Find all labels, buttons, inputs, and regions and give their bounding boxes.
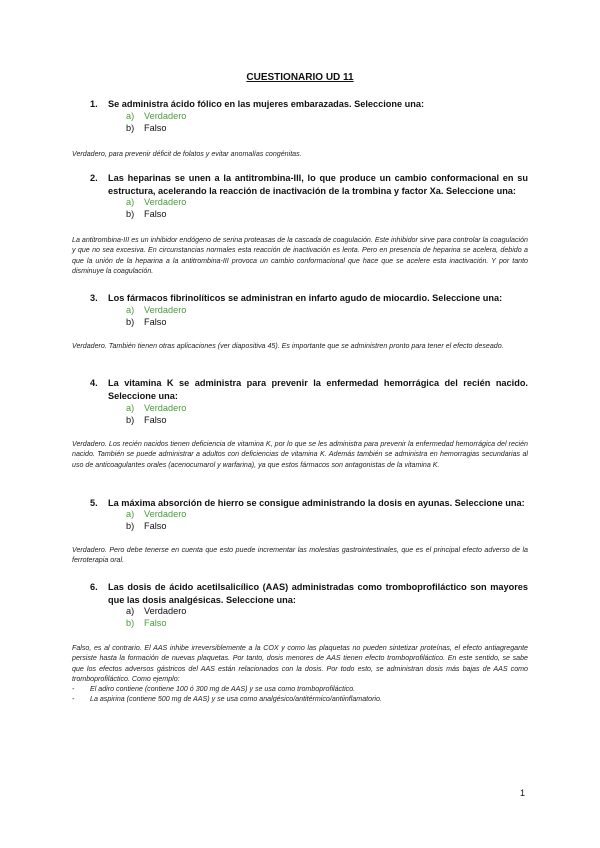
question-number: 4. xyxy=(90,378,98,388)
explanation-1: Verdadero, para prevenir déficit de folatos y evitar anomalías congénitas. xyxy=(72,150,302,158)
option-a: a) Verdadero xyxy=(126,403,187,413)
option-b: b) Falso xyxy=(126,520,167,531)
question-number: 2. xyxy=(90,173,98,183)
question-3 xyxy=(90,292,528,305)
page-number: 1 xyxy=(519,788,525,798)
explanation-2: La antitrombina-III es un inhibidor endógeno de serina proteasas de la cascada de coagulación. Este inhibidor sirve para controlar la coagulación y que no sea excesiva. En circunstancias normales esta reacción de inactivación es lenta. Pero en presencia de heparina se acelera, debido a que la unión de la heparina a la antitrombina-III provoca un cambio conformacional que hace que se acelere esta inactivación. Y por tanto disminuye la coagulación. xyxy=(72,236,528,275)
option-a: a) Verdadero xyxy=(126,606,187,616)
option-a: a) Verdadero xyxy=(126,509,187,519)
list-item: - El adiro contiene (contiene 100 ó 300 mg de AAS) y se usa como tromboprofiláctico. xyxy=(72,684,528,694)
question-number: 5. xyxy=(90,498,98,508)
option-b: b) Falso xyxy=(126,617,167,628)
question-4 xyxy=(90,377,528,402)
options-2 xyxy=(126,197,186,220)
page-title: CUESTIONARIO UD 11 xyxy=(246,72,354,83)
question-text: Las dosis de ácido acetilsalicílico (AAS) administradas como tromboprofiláctico son mayores que las dosis analgésicas. Seleccione una: xyxy=(108,582,528,605)
option-a: a) Verdadero xyxy=(126,111,187,121)
example-list xyxy=(72,684,528,705)
options-1 xyxy=(126,111,186,134)
question-text: Se administra ácido fólico en las mujeres embarazadas. Seleccione una: xyxy=(108,99,425,109)
explanation-6 xyxy=(72,643,528,705)
option-b: b) Falso xyxy=(126,316,167,327)
question-5 xyxy=(90,497,528,510)
question-text: La máxima absorción de hierro se consigue administrando la dosis en ayunas. Seleccione una: xyxy=(108,498,525,508)
question-text: Las heparinas se unen a la antitrombina-III, lo que produce un cambio conformacional en su estructura, acelerando la reacción de inactivación de la trombina y factor Xa. Seleccione una: xyxy=(108,173,528,196)
explanation-3: Verdadero. También tienen otras aplicaciones (ver diapositiva 45). Es importante que se administren pronto para tener el efecto deseado. xyxy=(72,342,504,350)
options-6 xyxy=(126,606,186,629)
option-b: b) Falso xyxy=(126,208,167,219)
question-1 xyxy=(90,98,528,111)
question-2 xyxy=(90,172,528,197)
list-item: - La aspirina (contiene 500 mg de AAS) y se usa como analgésico/antitérmico/antiinflamatorio. xyxy=(72,694,528,704)
question-6 xyxy=(90,581,528,606)
question-text: Los fármacos fibrinolíticos se administran en infarto agudo de miocardio. Seleccione una: xyxy=(108,293,503,303)
options-4 xyxy=(126,403,186,426)
question-number: 3. xyxy=(90,293,98,303)
option-a: a) Verdadero xyxy=(126,305,187,315)
options-5 xyxy=(126,509,186,532)
question-number: 1. xyxy=(90,99,98,109)
explanation-4: Verdadero. Los recién nacidos tienen deficiencia de vitamina K, por lo que se les administra para prevenir la enfermedad hemorrágica del recién nacido. También se puede administrar a adultos con deficiencias de vitamina K. Además también se administra en hemorragias secundarias al uso de anticoagulantes orales (acenocumarol y warfarina), ya que estos fármacos son antagonistas de la vitamina K. xyxy=(72,440,528,469)
options-3 xyxy=(126,305,186,328)
explanation-5: Verdadero. Pero debe tenerse en cuenta que esto puede incrementar las molestias gastrointestinales, que es el principal efecto adverso de la ferroterapia oral. xyxy=(72,546,528,565)
question-text: La vitamina K se administra para prevenir la enfermedad hemorrágica del recién nacido. Seleccione una: xyxy=(108,378,528,401)
explanation-text: Falso, es al contrario. El AAS inhibe irreversiblemente a la COX y como las plaquetas no pueden sintetizar proteínas, el efecto antiagregante persiste hasta la formación de nuevas plaquetas. Por tanto, dosis menores de AAS tienen efecto tromboprofiláctico. En este sentido, se sabe que los efectos adversos gástricos del AAS están relacionados con la dosis. Por todo esto, se administran dosis más bajas de AAS como tromboprofiláctico. Como ejemplo: xyxy=(72,644,528,683)
option-b: b) Falso xyxy=(126,122,167,133)
option-b: b) Falso xyxy=(126,414,167,425)
question-number: 6. xyxy=(90,582,98,592)
option-a: a) Verdadero xyxy=(126,197,187,207)
